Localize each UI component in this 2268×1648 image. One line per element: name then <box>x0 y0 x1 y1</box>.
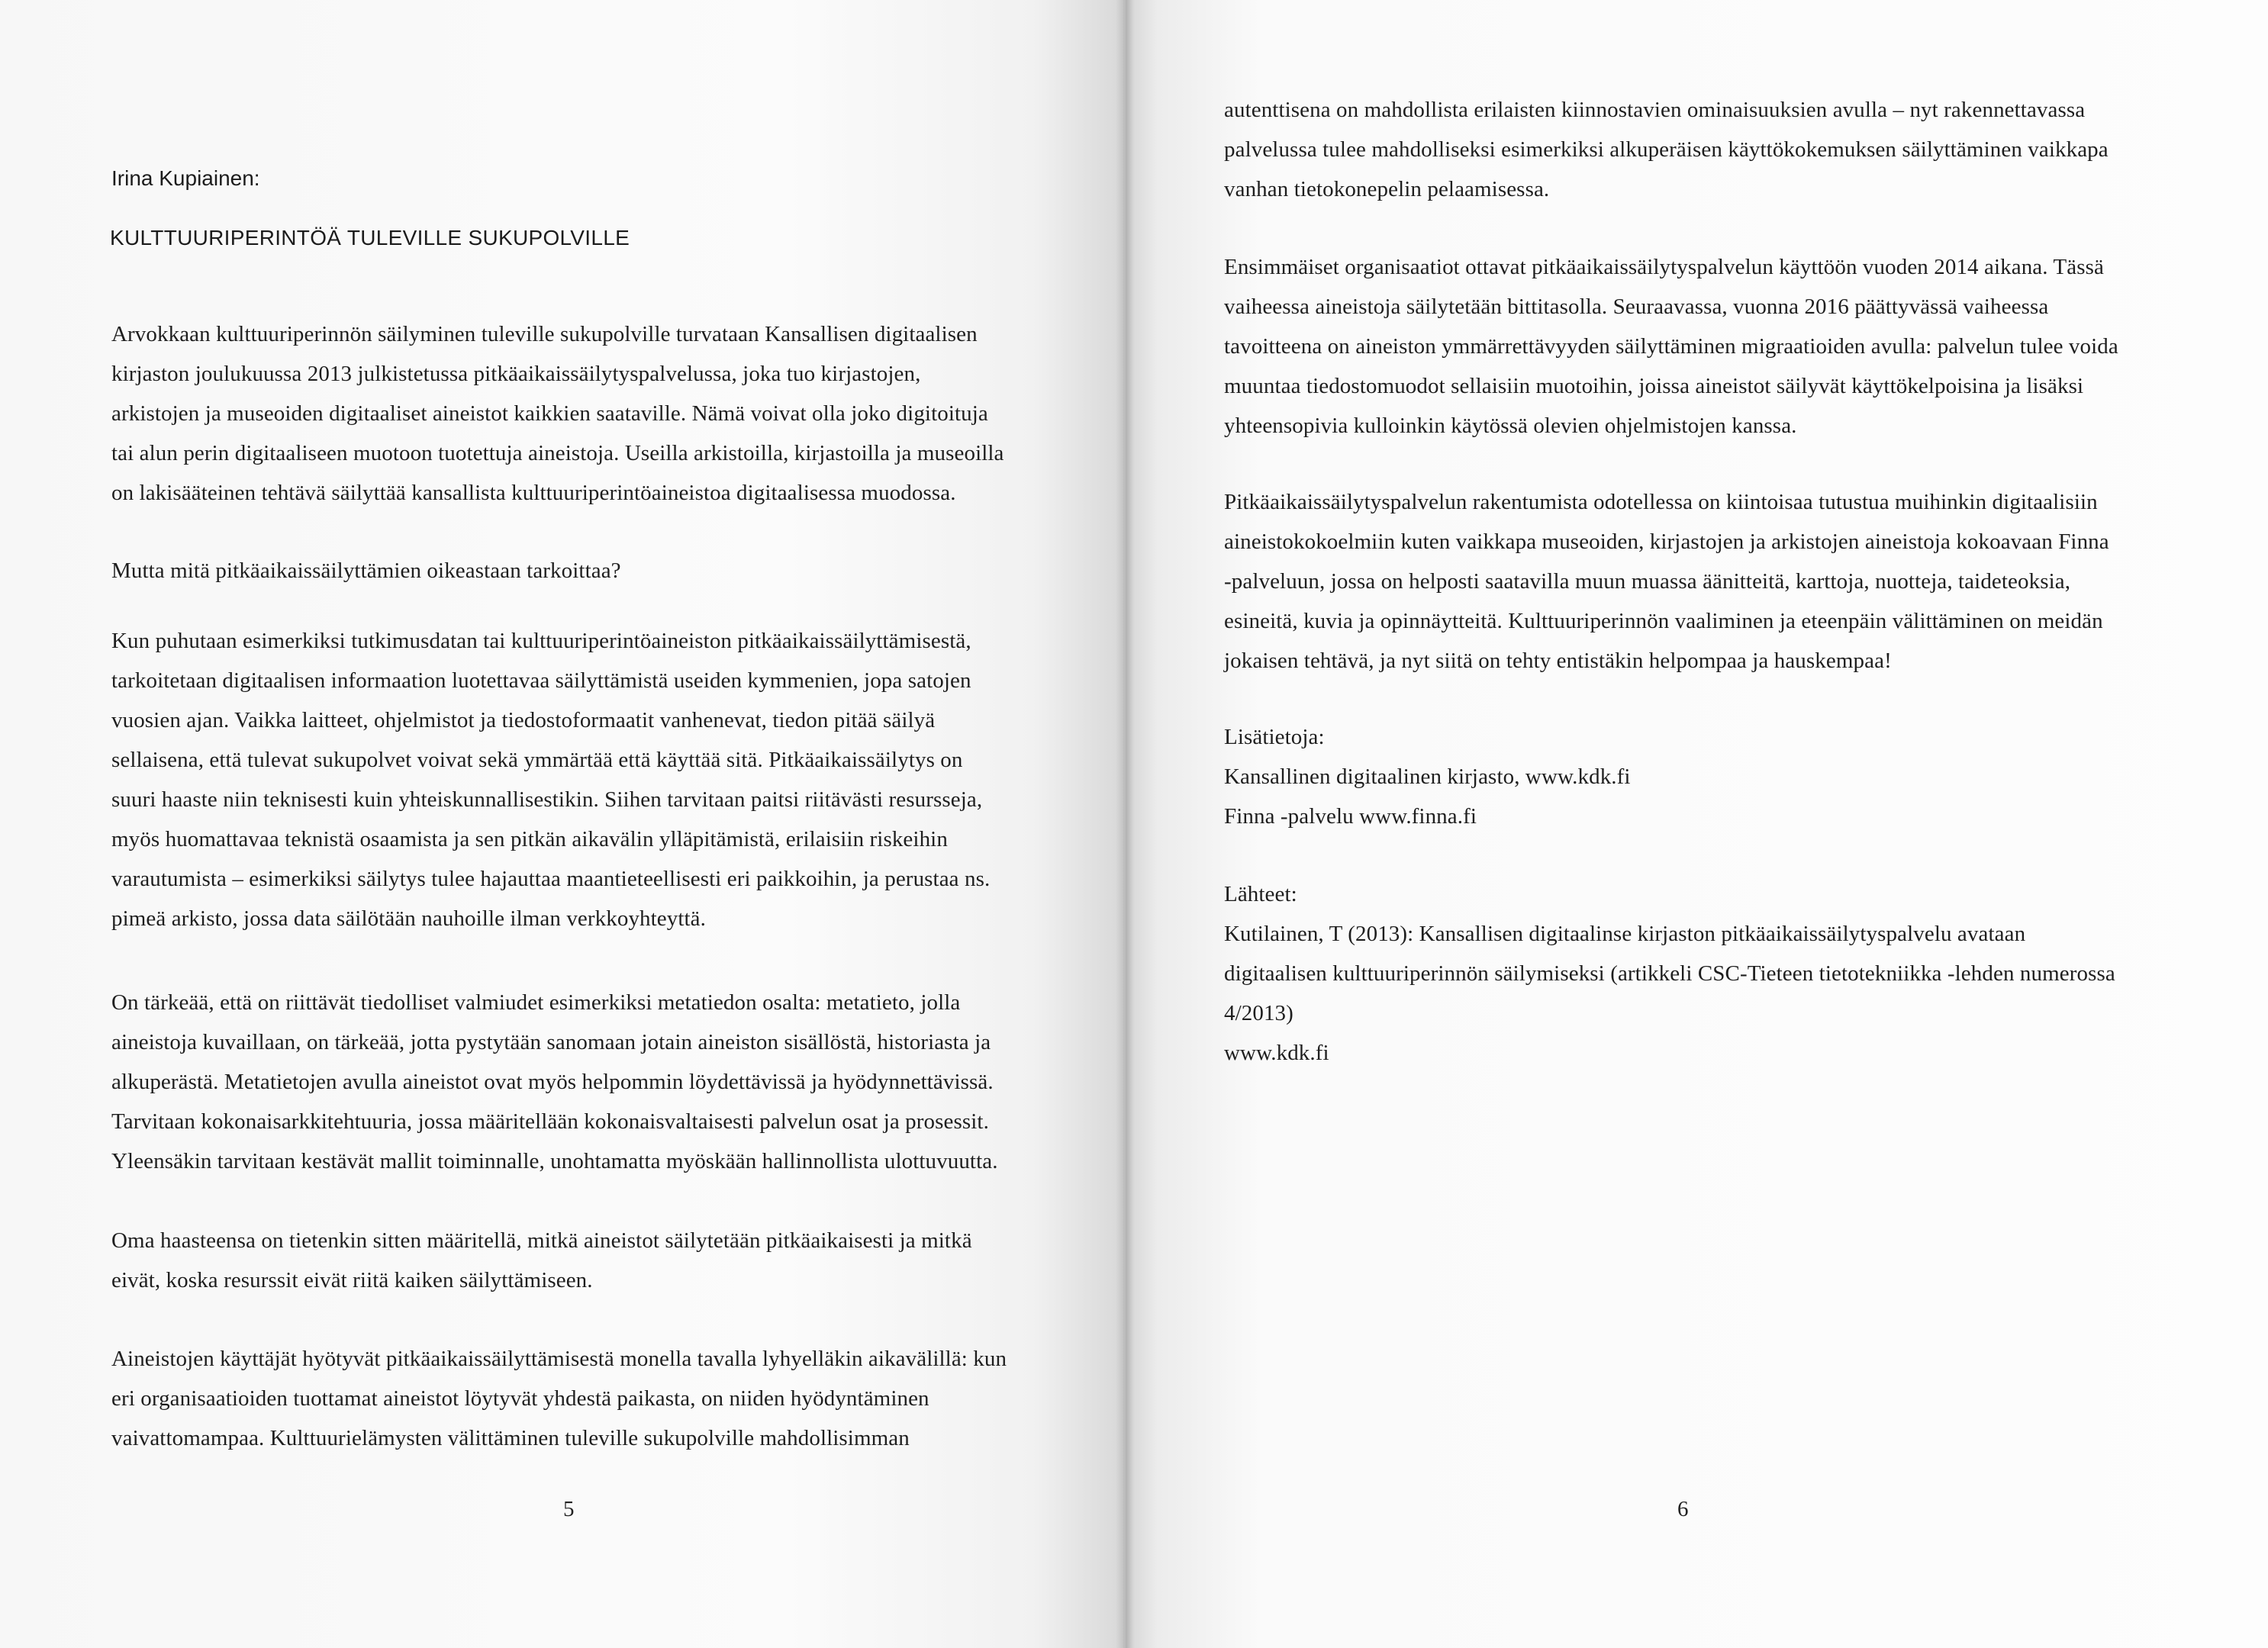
source-citation: digitaalisen kulttuuriperinnön säilymiseksi (artikkeli CSC-Tieteen tietotekniikka -lehden numerossa <box>1224 961 2115 986</box>
text-line: palvelussa tulee mahdolliseksi esimerkiksi alkuperäisen käyttökokemuksen säilyttäminen vaikkapa <box>1224 137 2109 162</box>
text-line: alkuperästä. Metatietojen avulla aineistot ovat myös helpommin löydettävissä ja hyödynnettävissä. <box>111 1070 994 1094</box>
text-line: Kun puhutaan esimerkiksi tutkimusdatan tai kulttuuriperintöaineiston pitkäaikaissäilyttämisestä, <box>111 629 971 653</box>
page-number-left: 5 <box>563 1497 575 1521</box>
text-line: myös huomattavaa teknistä osaamista ja sen pitkän aikavälin ylläpitämistä, erilaisiin riskeihin <box>111 827 948 851</box>
text-line: aineistokokoelmiin kuten vaikkapa museoiden, kirjastojen ja arkistojen aineistoja kokoavaan Finna <box>1224 529 2109 554</box>
text-line: Tarvitaan kokonaisarkkitehtuuria, jossa määritellään kokonaisvaltaisesti palvelun osat ja prosessit. <box>111 1109 989 1134</box>
left-paragraph-2 <box>111 551 621 591</box>
left-paragraph-6 <box>111 1339 1007 1458</box>
sources-section <box>1224 874 2115 1073</box>
left-paragraph-4 <box>111 983 998 1181</box>
text-line: vaivattomampaa. Kulttuurielämysten välittäminen tuleville sukupolville mahdollisimman <box>111 1426 910 1450</box>
text-line: pimeä arkisto, jossa data säilötään nauhoille ilman verkkoyhteyttä. <box>111 906 707 931</box>
text-line: kirjaston joulukuussa 2013 julkistetussa pitkäaikaissäilytyspalvelussa, joka tuo kirjastojen, <box>111 362 921 386</box>
left-paragraph-5 <box>111 1221 972 1300</box>
left-page <box>0 0 1123 1648</box>
text-line: jokaisen tehtävä, ja nyt siitä on tehty entistäkin helpompaa ja hauskempaa! <box>1224 649 1892 673</box>
text-line: vuosien ajan. Vaikka laitteet, ohjelmistot ja tiedostoformaatit vanhenevat, tiedon pitää säilyä <box>111 708 936 732</box>
text-line: esineitä, kuvia ja opinnäytteitä. Kulttuuriperinnön vaaliminen ja eteenpäin välittäminen on meidän <box>1224 609 2103 633</box>
text-line: arkistojen ja museoiden digitaaliset aineistot kaikkien saataville. Nämä voivat olla joko digitoituja <box>111 401 988 426</box>
text-line: tai alun perin digitaaliseen muotoon tuotettuja aineistoja. Useilla arkistoilla, kirjastoilla ja museoilla <box>111 441 1004 465</box>
text-line: tavoitteena on aineiston ymmärrettävyyden säilyttäminen migraatioiden avulla: palvelun tulee voida <box>1224 334 2118 359</box>
right-paragraph-2 <box>1224 247 2118 446</box>
text-line: vanhan tietokonepelin pelaamisessa. <box>1224 177 1550 201</box>
sources-heading: Lähteet: <box>1224 882 1297 906</box>
text-line: Aineistojen käyttäjät hyötyvät pitkäaikaissäilyttämisestä monella tavalla lyhyelläkin aikavälillä: kun <box>111 1347 1007 1371</box>
source-citation: 4/2013) <box>1224 1001 1293 1025</box>
text-line: aineistoja kuvaillaan, on tärkeää, jotta pystytään sanomaan jotain aineiston sisällöstä, historiasta ja <box>111 1030 991 1054</box>
left-paragraph-1 <box>111 314 1004 513</box>
book-gutter <box>1124 0 1126 1648</box>
text-line: Arvokkaan kulttuuriperinnön säilyminen tuleville sukupolville turvataan Kansallisen digitaalisen <box>111 322 978 346</box>
more-info-section <box>1224 717 1631 836</box>
text-line: muuntaa tiedostomuodot sellaisiin muotoihin, joissa aineistot säilyvät käyttökelpoisina ja lisäksi <box>1224 374 2084 398</box>
author-name: Irina Kupiainen: <box>111 166 260 190</box>
right-paragraph-3 <box>1224 482 2109 681</box>
left-paragraph-3 <box>111 621 990 938</box>
text-line: Ensimmäiset organisaatiot ottavat pitkäaikaissäilytyspalvelun käyttöön vuoden 2014 aikana. Tässä <box>1224 255 2104 279</box>
text-line: tarkoitetaan digitaalisen informaation luotettavaa säilyttämistä useiden kymmenien, jopa satojen <box>111 668 971 693</box>
text-line: varautumista – esimerkiksi säilytys tulee hajauttaa maantieteellisesti eri paikkoihin, ja perustaa ns. <box>111 867 991 891</box>
more-info-link-finna: Finna -palvelu www.finna.fi <box>1224 804 1477 829</box>
text-line: suuri haaste niin teknisesti kuin yhteiskunnallisestikin. Siihen tarvitaan paitsi riitävästi resursseja, <box>111 787 983 812</box>
text-line: eri organisaatioiden tuottamat aineistot löytyvät yhdestä paikasta, on niiden hyödyntäminen <box>111 1386 929 1411</box>
text-line: Oma haasteensa on tietenkin sitten määritellä, mitkä aineistot säilytetään pitkäaikaisesti ja mitkä <box>111 1228 972 1253</box>
more-info-heading: Lisätietoja: <box>1224 725 1325 749</box>
text-line: sellaisena, että tulevat sukupolvet voivat sekä ymmärtää että käyttää sitä. Pitkäaikaissäilytys on <box>111 748 963 772</box>
page-number-right: 6 <box>1677 1497 1689 1521</box>
more-info-link-kdk: Kansallinen digitaalinen kirjasto, www.kdk.fi <box>1224 764 1631 789</box>
source-link: www.kdk.fi <box>1224 1041 1329 1065</box>
right-page <box>1123 0 2268 1648</box>
text-line: vaiheessa aineistoja säilytetään bittitasolla. Seuraavassa, vuonna 2016 päättyvässä vaiheessa <box>1224 295 2049 319</box>
text-line: Pitkäaikaissäilytyspalvelun rakentumista odotellessa on kiintoisaa tutustua muihinkin digitaalisiin <box>1224 490 2098 514</box>
text-line: -palveluun, jossa on helposti saatavilla muun muassa äänitteitä, karttoja, nuotteja, taideteoksia, <box>1224 569 2071 594</box>
text-line: Mutta mitä pitkäaikaissäilyttämien oikeastaan tarkoittaa? <box>111 558 621 583</box>
text-line: On tärkeää, että on riittävät tiedolliset valmiudet esimerkiksi metatiedon osalta: metatieto, jolla <box>111 990 961 1015</box>
text-line: autenttisena on mahdollista erilaisten kiinnostavien ominaisuuksien avulla – nyt rakennettavassa <box>1224 98 2086 122</box>
source-citation: Kutilainen, T (2013): Kansallisen digitaalinse kirjaston pitkäaikaissäilytyspalvelu avataan <box>1224 922 2026 946</box>
text-line: eivät, koska resurssit eivät riitä kaiken säilyttämiseen. <box>111 1268 593 1292</box>
article-title: KULTTUURIPERINTÖÄ TULEVILLE SUKUPOLVILLE <box>110 226 630 249</box>
text-line: Yleensäkin tarvitaan kestävät mallit toiminnalle, unohtamatta myöskään hallinnollista ulottuvuutta. <box>111 1149 998 1173</box>
text-line: yhteensopivia kulloinkin käytössä olevien ohjelmistojen kanssa. <box>1224 414 1797 438</box>
right-paragraph-1 <box>1224 90 2109 209</box>
text-line: on lakisääteinen tehtävä säilyttää kansallista kulttuuriperintöaineistoa digitaalisessa muodossa. <box>111 481 956 505</box>
